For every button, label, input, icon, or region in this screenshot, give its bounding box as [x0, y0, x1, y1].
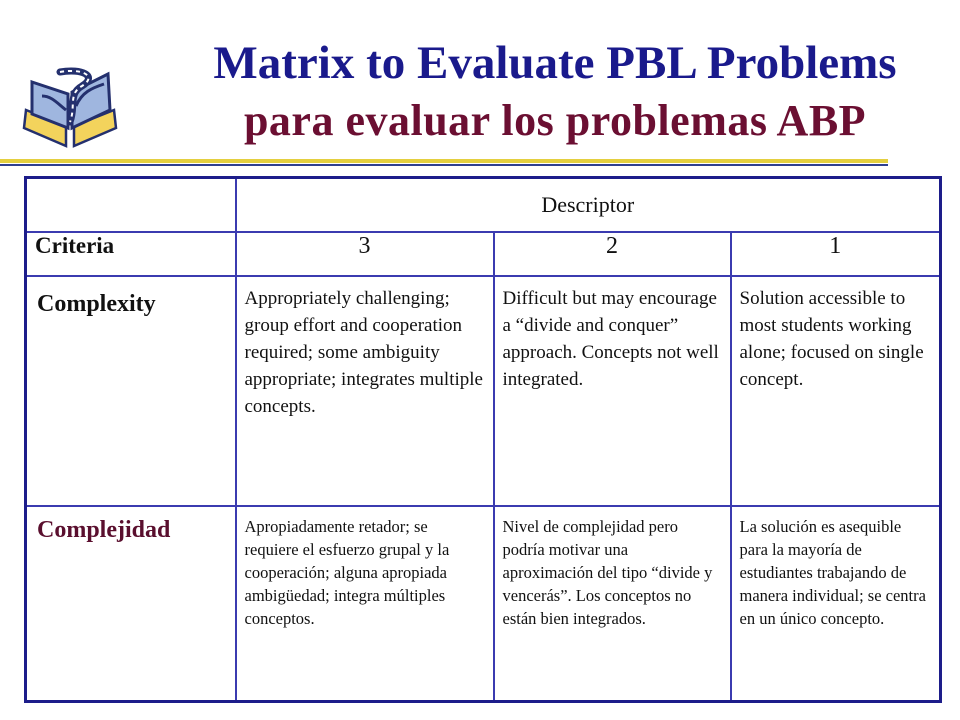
- complexity-level-3-cell: Appropriately challenging; group effort and cooperation required; some ambiguity appropriate; integrates multiple concepts.: [236, 276, 494, 506]
- row-label-complejidad: Complejidad: [26, 506, 236, 702]
- title-divider-blue: [0, 164, 888, 166]
- criteria-row: [26, 232, 941, 276]
- level-3-header: 3: [236, 232, 494, 276]
- criteria-label: Criteria: [26, 232, 236, 276]
- complejidad-level-1-cell: La solución es asequible para la mayoría de estudiantes trabajando de manera individual; se centra en un único concepto.: [731, 506, 941, 702]
- complexity-level-1-cell: Solution accessible to most students working alone; focused on single concept.: [731, 276, 941, 506]
- open-book-with-road-icon: [20, 66, 120, 150]
- complexity-level-2-cell: Difficult but may encourage a “divide and conquer” approach. Concepts not well integrated.: [494, 276, 731, 506]
- complejidad-level-3-cell: Apropiadamente retador; se requiere el esfuerzo grupal y la cooperación; alguna apropiada ambigüedad; integra múltiples conceptos.: [236, 506, 494, 702]
- evaluation-matrix-table: [24, 176, 942, 703]
- table-row-complexity: [26, 276, 941, 506]
- descriptor-header: Descriptor: [236, 178, 941, 233]
- complejidad-level-2-cell: Nivel de complejidad pero podría motivar una aproximación del tipo “divide y vencerás”. Los conceptos no están bien integrados.: [494, 506, 731, 702]
- title-divider-yellow: [0, 159, 888, 163]
- level-1-header: 1: [731, 232, 941, 276]
- row-label-complexity: Complexity: [26, 276, 236, 506]
- title-english: Matrix to Evaluate PBL Problems: [213, 37, 897, 89]
- title-spanish: para evaluar los problemas ABP: [243, 96, 867, 145]
- table-row-complejidad: [26, 506, 941, 702]
- descriptor-row: [26, 178, 941, 233]
- level-2-header: 2: [494, 232, 731, 276]
- empty-corner-cell: [26, 178, 236, 233]
